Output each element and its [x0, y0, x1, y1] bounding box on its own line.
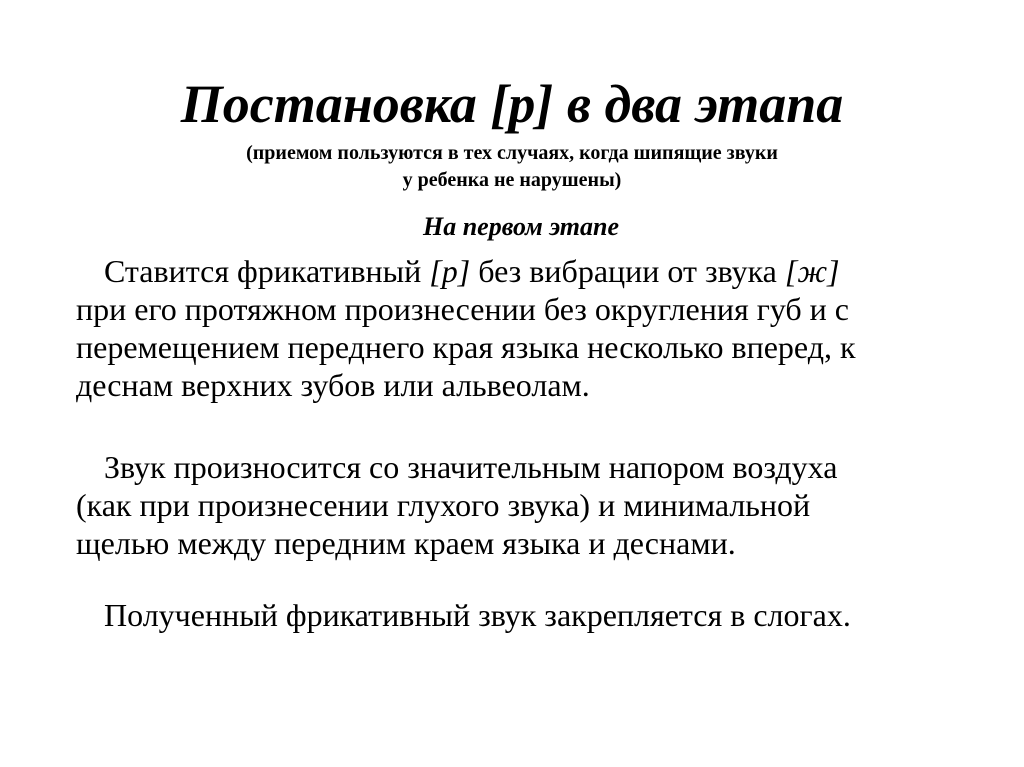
paragraph-1-line-3: перемещением переднего края языка несколько вперед, к	[76, 329, 856, 365]
paragraph-1	[76, 252, 976, 404]
sound-r-symbol: [р]	[429, 253, 471, 289]
paragraph-1-line-4: деснам верхних зубов или альвеолам.	[76, 367, 590, 403]
paragraph-2-line-1: Звук произносится со значительным напором воздуха	[104, 449, 838, 485]
paragraph-2-line-3: щелью между передним краем языка и деснами.	[76, 525, 736, 561]
paragraph-1-text-b: без вибрации от звука	[470, 253, 785, 289]
paragraph-2-line-2: (как при произнесении глухого звука) и минимальной	[76, 487, 811, 523]
subtitle-line-1: (приемом пользуются в тех случаях, когда шипящие звуки	[246, 142, 778, 164]
subtitle-line-2: у ребенка не нарушены)	[402, 169, 622, 191]
sound-zh-symbol: [ж]	[784, 253, 840, 289]
paragraph-1-line-1	[76, 252, 976, 290]
slide-subtitle	[0, 140, 1024, 194]
paragraph-2	[76, 448, 976, 562]
paragraph-3-line-1: Полученный фрикативный звук закрепляется в слогах.	[104, 597, 851, 633]
paragraph-1-line-2: при его протяжном произнесении без округления губ и с	[76, 291, 849, 327]
paragraph-3	[76, 596, 976, 634]
paragraph-1-text-a: Ставится фрикативный	[104, 253, 430, 289]
section-heading: На первом этапе	[423, 212, 619, 241]
slide-title: Постановка [р] в два этапа	[180, 74, 844, 134]
